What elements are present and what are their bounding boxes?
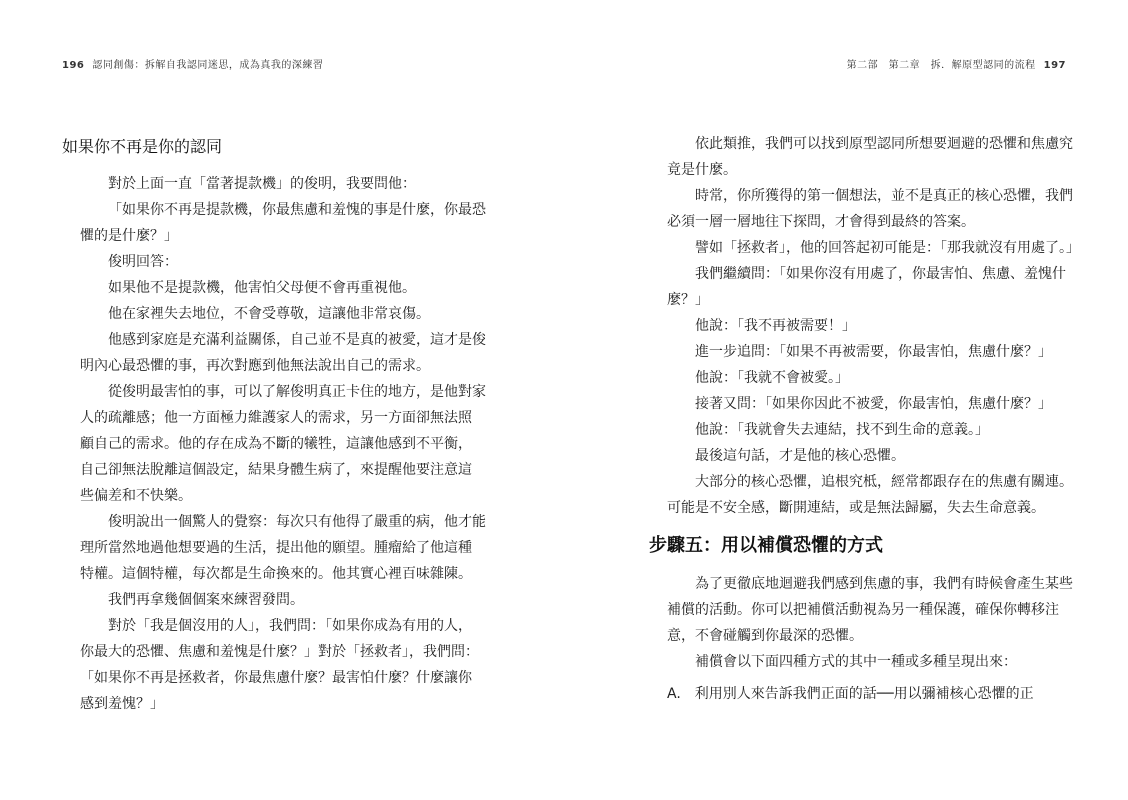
- text-line: 意，不會碰觸到你最深的恐懼。: [667, 628, 863, 644]
- section-title: 如果你不再是你的認同: [62, 137, 223, 156]
- left-page-number: 196: [62, 60, 85, 71]
- text-line: 必須一層一層地往下探問，才會得到最終的答案。: [667, 214, 975, 230]
- paragraph: [667, 443, 1067, 469]
- text-line: 特權。這個特權，每次都是生命換來的。他其實心裡百味雜陳。: [80, 566, 472, 582]
- paragraph: [667, 571, 1073, 649]
- list-item-a: A. 利用別人來告訴我們正面的話──用以彌補核心恐懼的正: [667, 686, 1034, 702]
- paragraph: [80, 249, 480, 275]
- paragraph: [80, 379, 486, 509]
- right-paragraphs-before: [667, 131, 1080, 521]
- text-line: 些偏差和不快樂。: [80, 488, 192, 504]
- paragraph: [667, 261, 1067, 313]
- paragraph: [80, 171, 480, 197]
- right-paragraphs-after: [667, 571, 1073, 675]
- text-line: 可能是不安全感，斷開連結，或是無法歸屬，失去生命意義。: [667, 500, 1045, 516]
- text-line: 為了更徹底地迴避我們感到焦慮的事，我們有時候會產生某些: [695, 576, 1073, 592]
- text-line: 自己卻無法脫離這個設定，結果身體生病了，來提醒他要注意這: [80, 462, 472, 478]
- paragraph: [667, 417, 1067, 443]
- text-line: 對於上面一直「當著提款機」的俊明，我要問他：: [108, 176, 416, 192]
- text-line: 他說：「我不再被需要！」: [695, 318, 856, 334]
- paragraph: [667, 183, 1073, 235]
- paragraph: [667, 313, 1067, 339]
- paragraph: [80, 327, 486, 379]
- paragraph: [80, 509, 486, 587]
- left-page-body: [80, 171, 486, 717]
- paragraph: [667, 469, 1073, 521]
- text-line: 麼？」: [667, 292, 709, 308]
- paragraph: [80, 275, 480, 301]
- paragraph: [667, 649, 1067, 675]
- text-line: 時常，你所獲得的第一個想法，並不是真正的核心恐懼，我們: [695, 188, 1073, 204]
- paragraph: [667, 391, 1067, 417]
- text-line: 感到羞愧？」: [80, 696, 164, 712]
- left-running-head: [62, 56, 323, 71]
- text-line: 竟是什麼。: [667, 162, 737, 178]
- paragraph: [80, 197, 486, 249]
- text-line: 如果他不是提款機，他害怕父母便不會再重視他。: [108, 280, 416, 296]
- paragraph: [667, 365, 1067, 391]
- paragraph: [667, 235, 1080, 261]
- paragraph: [667, 131, 1073, 183]
- paragraph: [80, 587, 480, 613]
- text-line: 「如果你不再是拯救者，你最焦慮什麼？最害怕什麼？什麼讓你: [80, 670, 472, 686]
- right-page-number: 197: [1043, 60, 1066, 71]
- text-line: 他說：「我就不會被愛。」: [695, 370, 849, 386]
- text-line: 補償會以下面四種方式的其中一種或多種呈現出來：: [695, 654, 1017, 670]
- text-line: 「如果你不再是提款機，你最焦慮和羞愧的事是什麼，你最恐: [108, 202, 486, 218]
- left-running-head-text: 認同創傷：拆解自我認同迷思，成為真我的深練習: [92, 60, 324, 71]
- text-line: 從俊明最害怕的事，可以了解俊明真正卡住的地方，是他對家: [108, 384, 486, 400]
- text-line: 他感到家庭是充滿利益關係，自己並不是真的被愛，這才是俊: [108, 332, 486, 348]
- text-line: 大部分的核心恐懼，追根究柢，經常都跟存在的焦慮有關連。: [695, 474, 1073, 490]
- paragraph: [667, 339, 1067, 365]
- right-page-body: [649, 131, 1080, 707]
- right-page: [564, 0, 1128, 800]
- text-line: 譬如「拯救者」，他的回答起初可能是：「那我就沒有用處了。」: [695, 240, 1080, 256]
- text-line: 最後這句話，才是他的核心恐懼。: [695, 448, 905, 464]
- text-line: 懼的是什麼？」: [80, 228, 178, 244]
- text-line: 他說：「我就會失去連結，找不到生命的意義。」: [695, 422, 989, 438]
- text-line: 他在家裡失去地位，不會受尊敬，這讓他非常哀傷。: [108, 306, 430, 322]
- text-line: 我們繼續問：「如果你沒有用處了，你最害怕、焦慮、羞愧什: [695, 266, 1066, 282]
- text-line: 明內心最恐懼的事，再次對應到他無法說出自己的需求。: [80, 358, 430, 374]
- text-line: 依此類推，我們可以找到原型認同所想要迴避的恐懼和焦慮究: [695, 136, 1073, 152]
- text-line: 補償的活動。你可以把補償活動視為另一種保護，確保你轉移注: [667, 602, 1059, 618]
- paragraph: [80, 613, 480, 717]
- paragraph: [80, 301, 480, 327]
- text-line: 進一步追問：「如果不再被需要，你最害怕，焦慮什麼？」: [695, 344, 1052, 360]
- text-line: 接著又問：「如果你因此不被愛，你最害怕，焦慮什麼？」: [695, 396, 1052, 412]
- right-running-head-text: 第二部 第二章 拆．解原型認同的流程: [846, 60, 1036, 71]
- text-line: 人的疏離感；他一方面極力維護家人的需求，另一方面卻無法照: [80, 410, 472, 426]
- text-line: 你最大的恐懼、焦慮和羞愧是什麼？」對於「拯救者」，我們問：: [80, 644, 479, 660]
- text-line: 我們再拿幾個個案來練習發問。: [108, 592, 304, 608]
- text-line: 對於「我是個沒用的人」，我們問：「如果你成為有用的人，: [108, 618, 472, 634]
- step-title: 步驟五：用以補償恐懼的方式: [649, 535, 883, 556]
- right-running-head: [847, 56, 1066, 71]
- text-line: 俊明說出一個驚人的覺察：每次只有他得了嚴重的病，他才能: [108, 514, 486, 530]
- text-line: 顧自己的需求。他的存在成為不斷的犧牲，這讓他感到不平衡，: [80, 436, 472, 452]
- text-line: 理所當然地過他想要過的生活，提出他的願望。腫瘤給了他這種: [80, 540, 472, 556]
- text-line: 俊明回答：: [108, 254, 178, 270]
